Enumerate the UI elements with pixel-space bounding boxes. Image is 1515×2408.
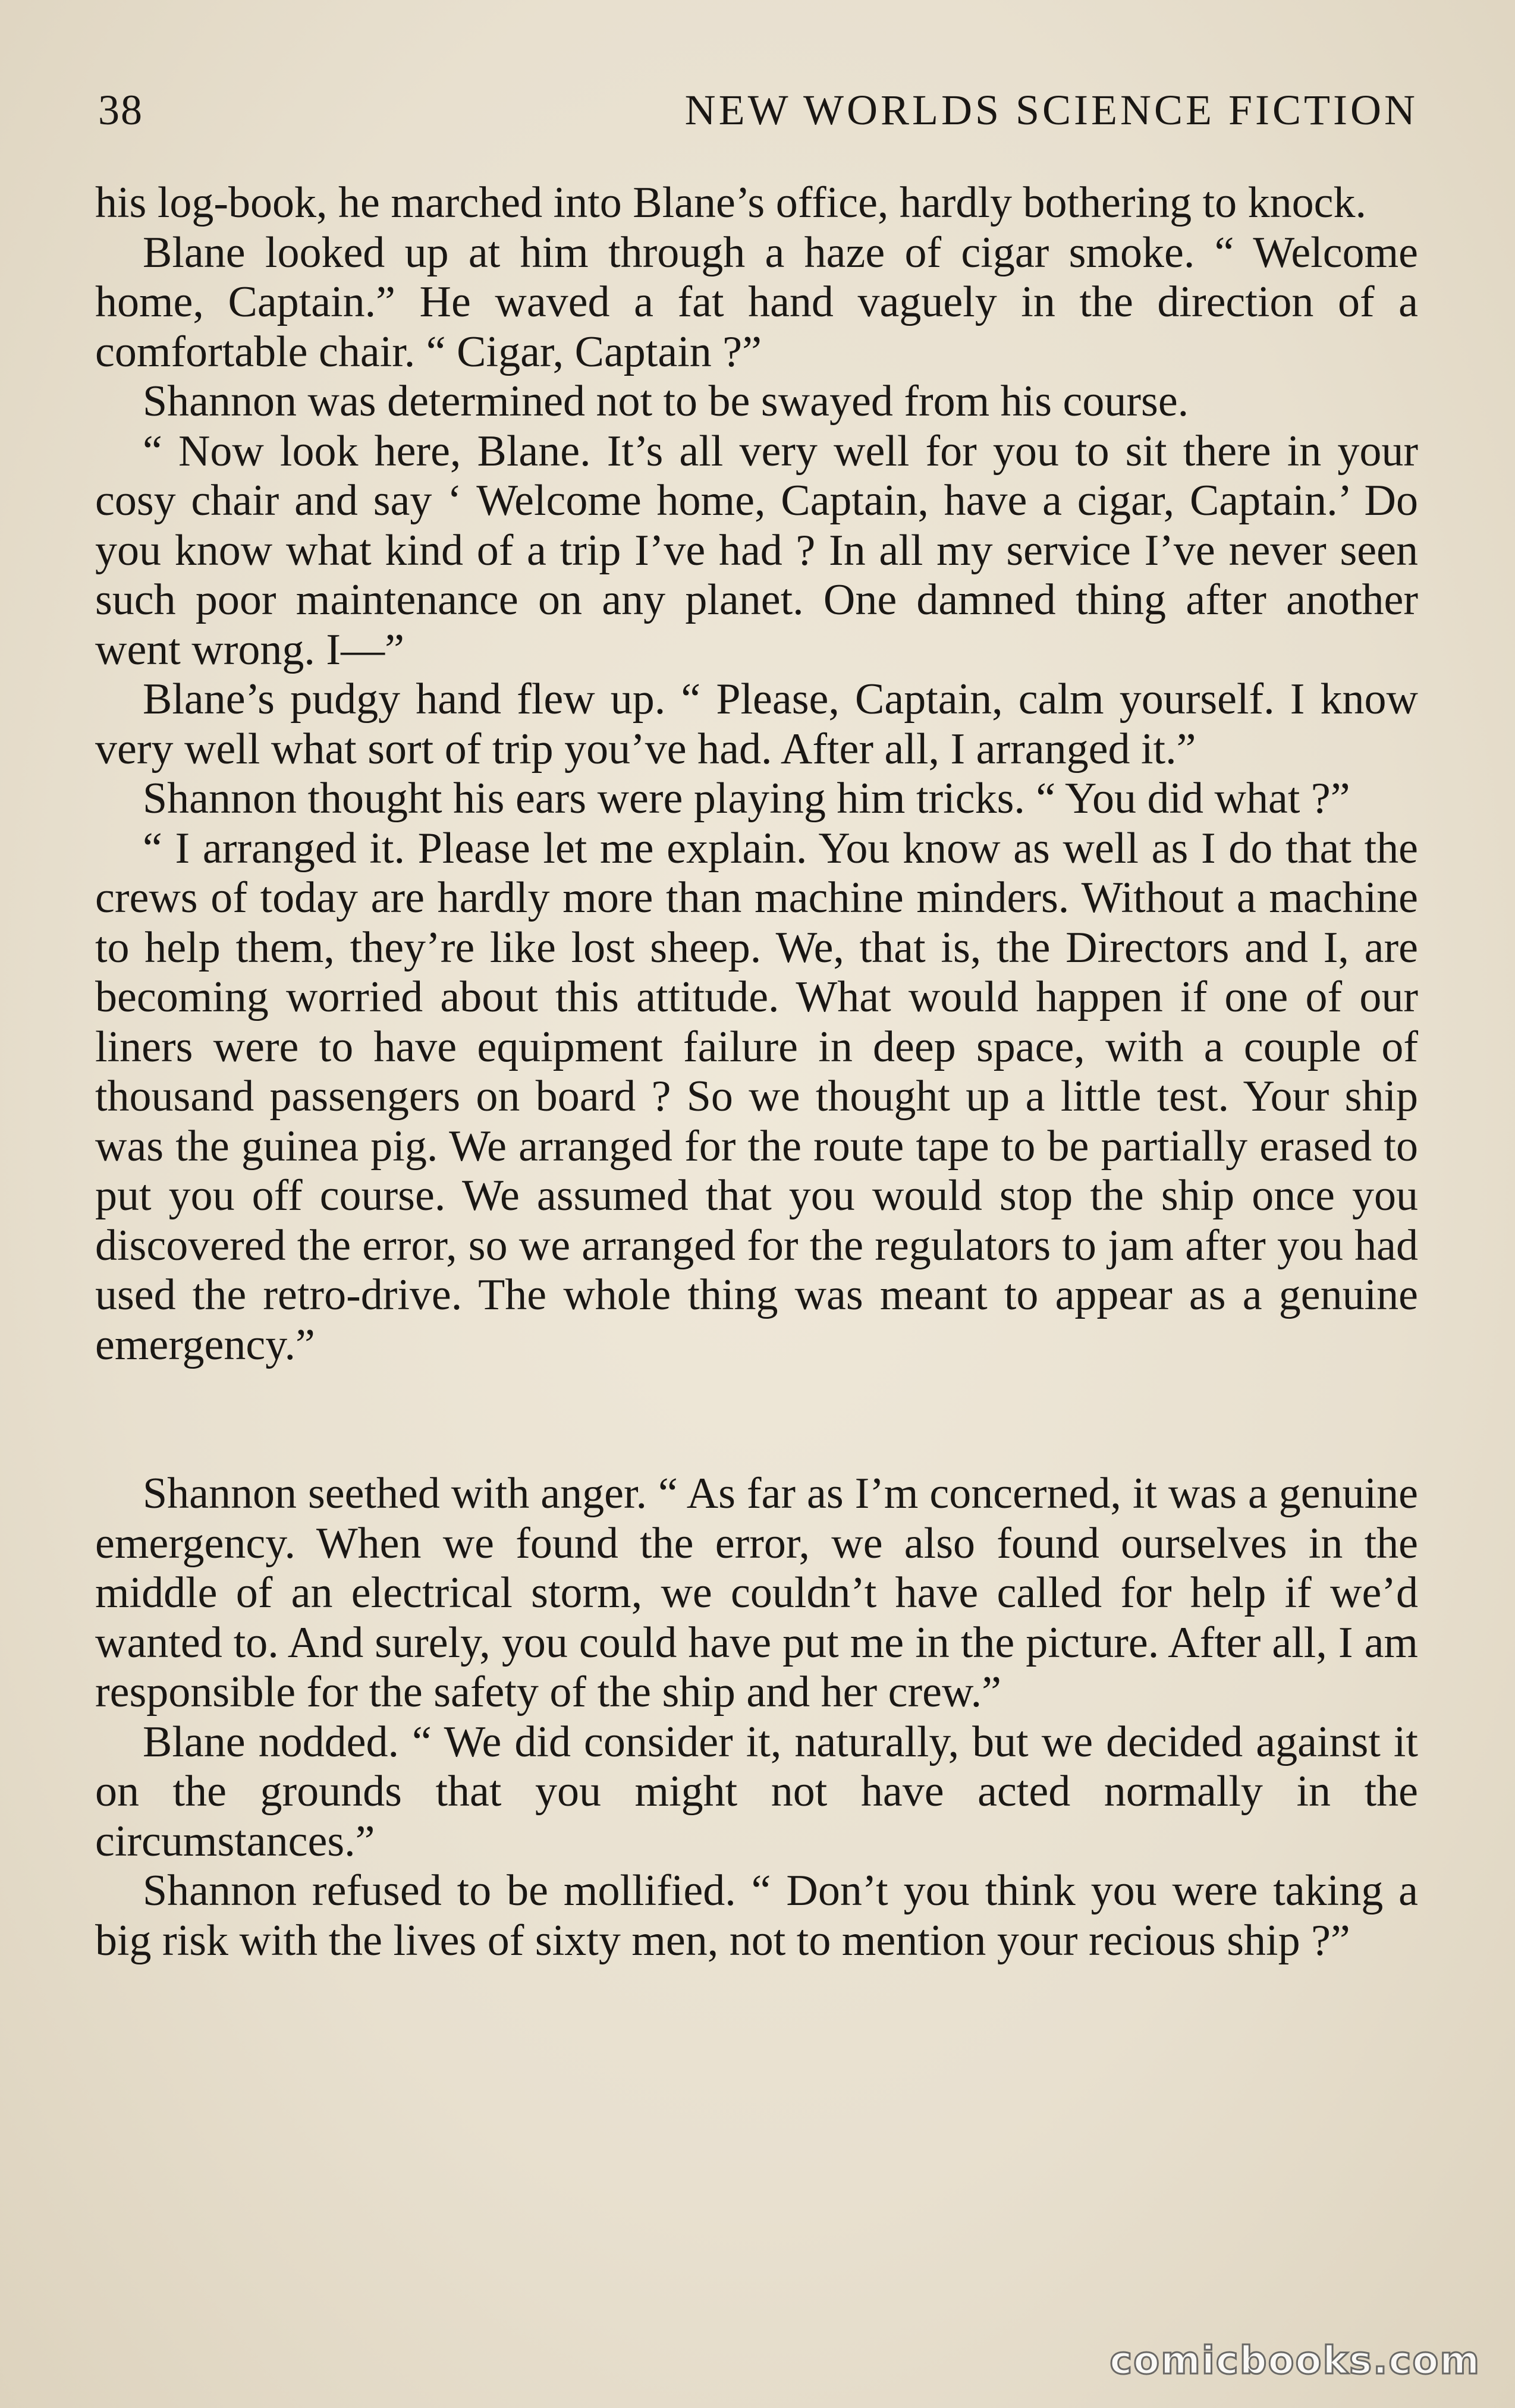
paragraph-continued: his log-book, he marched into Blane’s office, hardly bothering to knock. xyxy=(95,178,1366,227)
paragraph: Blane looked up at him through a haze of cigar smoke. “ Welcome home, Captain.” He waved a fat hand vaguely in the direction of a comfortable chair. “ Cigar, Captain ?” xyxy=(95,228,1418,376)
paragraph: Blane nodded. “ We did consider it, naturally, but we decided against it on the grounds that you might not have acted normally in the circumstances.” xyxy=(95,1717,1418,1866)
magazine-title: NEW WORLDS SCIENCE FICTION xyxy=(684,86,1418,134)
paragraph: Blane’s pudgy hand flew up. “ Please, Captain, calm yourself. I know very well what sort of trip you’ve had. After all, I arranged it.” xyxy=(95,675,1418,774)
running-head xyxy=(98,83,1418,137)
section-break xyxy=(95,1370,1418,1469)
story-text xyxy=(95,178,1418,1966)
paragraph: “ Now look here, Blane. It’s all very well for you to sit there in your cosy chair and say ‘ Welcome home, Captain, have a cigar, Captain.’ Do you know what kind of a trip I’ve had ? In all my service I’ve never seen such poor maintenance on any planet. One damned thing after another went wrong. I—” xyxy=(95,426,1418,674)
paragraph: Shannon was determined not to be swayed from his course. xyxy=(143,377,1189,426)
page-number: 38 xyxy=(98,86,143,134)
paragraph: Shannon thought his ears were playing him tricks. “ You did what ?” xyxy=(143,774,1350,823)
watermark-logo: comicbooks.com xyxy=(1109,2339,1481,2383)
paragraph: “ I arranged it. Please let me explain. You know as well as I do that the crews of today are hardly more than machine minders. Without a machine to help them, they’re like lost sheep. We, that is, the Directors and I, are becoming worried about this attitude. What would happen if one of our liners were to have equipment failure in deep space, with a couple of thousand passengers on board ? So we thought up a little test. Your ship was the guinea pig. We arranged for the route tape to be partially erased to put you off course. We assumed that you would stop the ship once you discovered the error, so we arranged for the regulators to jam after you had used the retro-drive. The whole thing was meant to appear as a genuine emergency.” xyxy=(95,823,1418,1369)
paragraph: Shannon refused to be mollified. “ Don’t you think you were taking a big risk with the lives of sixty men, not to mention your recious ship ?” xyxy=(95,1866,1418,1965)
paragraph: Shannon seethed with anger. “ As far as I’m concerned, it was a genuine emergency. When we found the error, we also found ourselves in the middle of an electrical storm, we couldn’t have called for help if we’d wanted to. And surely, you could have put me in the picture. After all, I am responsible for the safety of the ship and her crew.” xyxy=(95,1469,1418,1717)
